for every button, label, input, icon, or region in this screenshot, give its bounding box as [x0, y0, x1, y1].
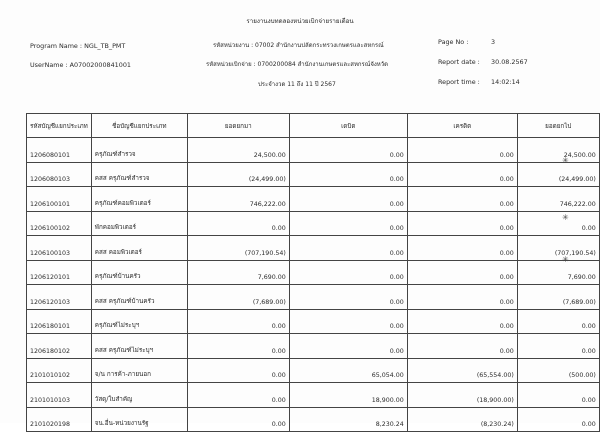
col-header-debit: เดบิต [289, 114, 407, 138]
trial-balance-table [26, 113, 600, 432]
table-row [27, 162, 600, 187]
report-time-value: 14:02:14 [491, 78, 520, 86]
credit-cell: (65,554.00) [407, 358, 517, 383]
closing-balance-cell: 0.00 [517, 309, 599, 334]
account-name-cell: ครุภัณฑ์คอมพิวเตอร์ [91, 187, 187, 212]
account-code-cell: 1206120103 [27, 285, 92, 310]
credit-cell: 0.00 [407, 334, 517, 359]
opening-balance-cell: (707,190.54) [187, 236, 289, 261]
account-code-cell: 1206180101 [27, 309, 92, 334]
table-row [27, 260, 600, 285]
username-label: UserName : [30, 61, 68, 69]
table-row [27, 211, 600, 236]
opening-balance-cell: 7,690.00 [187, 260, 289, 285]
credit-cell: (18,900.00) [407, 383, 517, 408]
debit-cell: 0.00 [289, 236, 407, 261]
credit-cell: (8,230.24) [407, 407, 517, 432]
account-name-cell: ครุภัณฑ์ไม่ระบุฯ [91, 309, 187, 334]
closing-balance-cell: 0.00 [517, 407, 599, 432]
account-code-cell: 1206100102 [27, 211, 92, 236]
table-row [27, 309, 600, 334]
col-header-account-name: ชื่อบัญชีแยกประเภท [91, 114, 187, 138]
credit-cell: 0.00 [407, 285, 517, 310]
report-time-line [438, 78, 520, 86]
account-code-cell: 1206100101 [27, 187, 92, 212]
closing-balance-cell: 746,222.00 [517, 187, 599, 212]
debit-cell: 0.00 [289, 187, 407, 212]
opening-balance-cell: 0.00 [187, 358, 289, 383]
report-date-value: 30.08.2567 [491, 58, 528, 66]
closing-balance-cell: (24,499.00) [517, 162, 599, 187]
page-no-label: Page No : [438, 38, 469, 46]
table-row [27, 407, 600, 432]
opening-balance-cell: 0.00 [187, 309, 289, 334]
debit-cell: 65,054.00 [289, 358, 407, 383]
debit-cell: 0.00 [289, 334, 407, 359]
debit-cell: 0.00 [289, 260, 407, 285]
closing-balance-cell: 0.00 [517, 334, 599, 359]
debit-cell: 0.00 [289, 138, 407, 163]
agency-label: รหัสหน่วยงาน : [213, 42, 254, 49]
credit-cell: 0.00 [407, 211, 517, 236]
closing-balance-cell: 7,690.00 [517, 260, 599, 285]
account-name-cell: คสส คอมพิวเตอร์ [91, 236, 187, 261]
opening-balance-cell: 0.00 [187, 383, 289, 408]
account-name-cell: จน.อื่น-หน่วยงานรัฐ [91, 407, 187, 432]
account-name-cell: พักคอมพิวเตอร์ [91, 211, 187, 236]
account-code-cell: 2101010102 [27, 358, 92, 383]
program-name-label: Program Name : [30, 42, 83, 50]
col-header-credit: เครดิต [407, 114, 517, 138]
agency-value: 07002 สำนักงานปลัดกระทรวงเกษตรและสหกรณ์ [255, 42, 384, 49]
period-line: ประจำงวด 11 ถึง 11 ปี 2567 [258, 81, 336, 88]
account-name-cell: ครุภัณฑ์บ้านครัว [91, 260, 187, 285]
table-row [27, 285, 600, 310]
credit-cell: 0.00 [407, 236, 517, 261]
opening-balance-cell: 746,222.00 [187, 187, 289, 212]
table-row [27, 236, 600, 261]
report-date-line [438, 58, 528, 66]
credit-cell: 0.00 [407, 309, 517, 334]
closing-balance-cell: 0.00 [517, 211, 599, 236]
opening-balance-cell: 24,500.00 [187, 138, 289, 163]
table-row [27, 187, 600, 212]
debit-cell: 0.00 [289, 285, 407, 310]
account-code-cell: 1206080103 [27, 162, 92, 187]
disbursement-label: รหัสหน่วยเบิกจ่าย : [206, 61, 256, 68]
handwritten-asterisk-mark: ✳ [562, 213, 569, 222]
handwritten-asterisk-mark: ✳ [562, 255, 569, 264]
debit-cell: 18,900.00 [289, 383, 407, 408]
table-header-row [27, 114, 600, 138]
credit-cell: 0.00 [407, 187, 517, 212]
account-name-cell: คสส ครุภัณฑ์ไม่ระบุฯ [91, 334, 187, 359]
account-code-cell: 2101020198 [27, 407, 92, 432]
account-name-cell: คสส ครุภัณฑ์สำรวจ [91, 162, 187, 187]
closing-balance-cell: 0.00 [517, 383, 599, 408]
opening-balance-cell: 0.00 [187, 334, 289, 359]
table-row [27, 358, 600, 383]
credit-cell: 0.00 [407, 162, 517, 187]
handwritten-asterisk-mark: ✳ [562, 156, 569, 165]
page-no-value: 3 [491, 38, 496, 46]
report-title: รายงานงบทดลองหน่วยเบิกจ่ายรายเดือน [246, 18, 354, 25]
username-line [30, 61, 131, 69]
table-row [27, 138, 600, 163]
username-value: A07002000841001 [69, 61, 131, 69]
col-header-closing: ยอดยกไป [517, 114, 599, 138]
account-code-cell: 2101010103 [27, 383, 92, 408]
credit-cell: 0.00 [407, 260, 517, 285]
table-row [27, 334, 600, 359]
account-name-cell: ครุภัณฑ์สำรวจ [91, 138, 187, 163]
col-header-opening: ยอดยกมา [187, 114, 289, 138]
debit-cell: 0.00 [289, 162, 407, 187]
account-name-cell: วัสดุ/ใบสำคัญ [91, 383, 187, 408]
account-code-cell: 1206100103 [27, 236, 92, 261]
closing-balance-cell: 24,500.00 [517, 138, 599, 163]
closing-balance-cell: (707,190.54) [517, 236, 599, 261]
debit-cell: 0.00 [289, 211, 407, 236]
opening-balance-cell: (24,499.00) [187, 162, 289, 187]
account-code-cell: 1206180102 [27, 334, 92, 359]
program-name-value: NGL_TB_PMT [84, 42, 126, 50]
debit-cell: 0.00 [289, 309, 407, 334]
account-name-cell: คสส ครุภัณฑ์บ้านครัว [91, 285, 187, 310]
col-header-account-code: รหัสบัญชีแยกประเภท [27, 114, 92, 138]
credit-cell: 0.00 [407, 138, 517, 163]
table-row [27, 383, 600, 408]
account-code-cell: 1206080101 [27, 138, 92, 163]
report-date-label: Report date : [438, 58, 480, 66]
closing-balance-cell: (7,689.00) [517, 285, 599, 310]
opening-balance-cell: 0.00 [187, 407, 289, 432]
account-name-cell: จ/น การค้า-ภายนอก [91, 358, 187, 383]
opening-balance-cell: (7,689.00) [187, 285, 289, 310]
debit-cell: 8,230.24 [289, 407, 407, 432]
agency-line [213, 40, 384, 50]
page-no-line [438, 38, 495, 46]
closing-balance-cell: (500.00) [517, 358, 599, 383]
program-name-line [30, 42, 125, 50]
opening-balance-cell: 0.00 [187, 211, 289, 236]
disbursement-line [206, 59, 388, 69]
account-code-cell: 1206120101 [27, 260, 92, 285]
disbursement-value: 0700200084 สำนักงานเกษตรและสหกรณ์จังหวัด [257, 61, 389, 68]
report-time-label: Report time : [438, 78, 480, 86]
